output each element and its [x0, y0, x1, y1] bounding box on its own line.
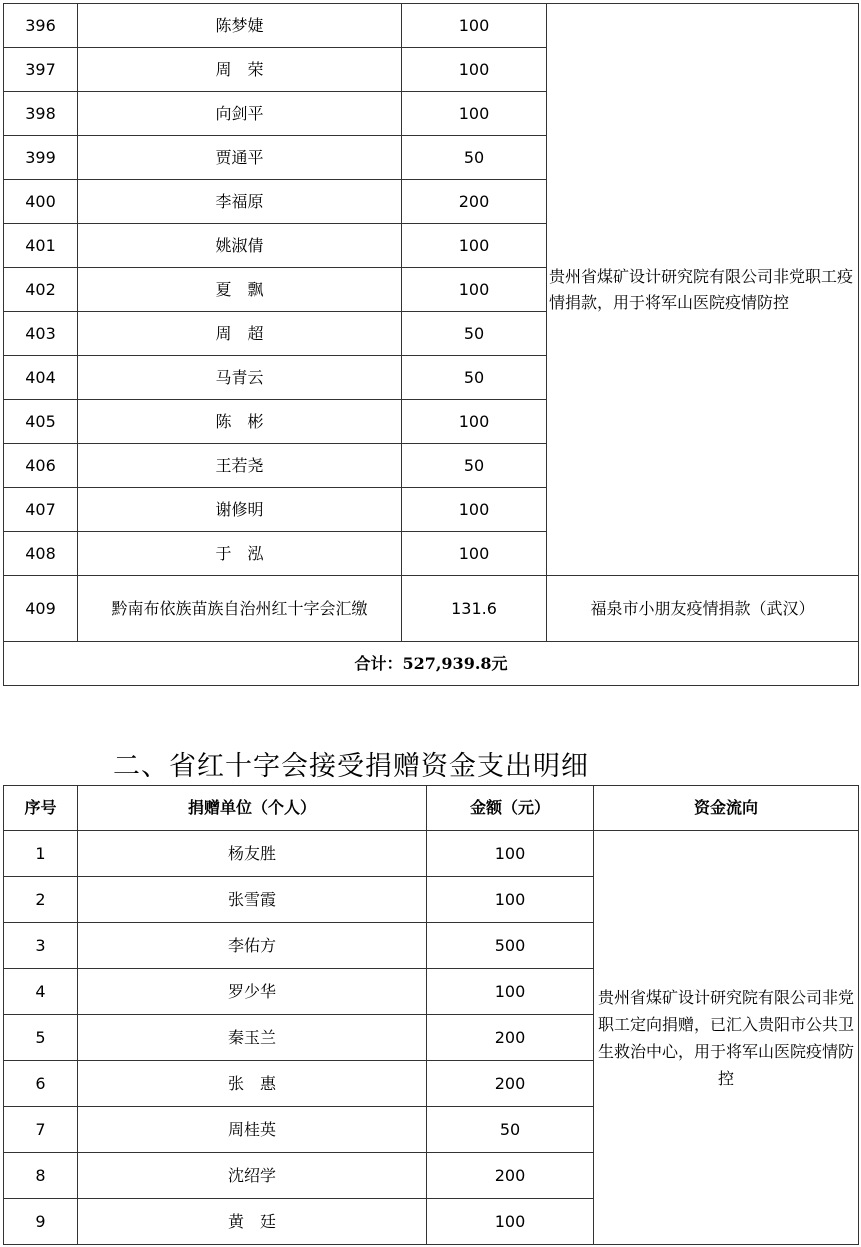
- donation-amount: 100: [427, 969, 594, 1015]
- donor-name: 贾通平: [78, 136, 402, 180]
- table-header-row: [4, 786, 859, 831]
- fund-flow-note: 贵州省煤矿设计研究院有限公司非党职工定向捐赠，已汇入贵阳市公共卫生救治中心，用于将军山医院疫情防控: [594, 831, 859, 1245]
- row-number: 403: [4, 312, 78, 356]
- donation-amount: 100: [402, 400, 547, 444]
- donor-name: 周 荣: [78, 48, 402, 92]
- header-amount: 金额（元）: [427, 786, 594, 831]
- row-number: 7: [4, 1107, 78, 1153]
- donation-amount: 200: [427, 1061, 594, 1107]
- row-number: 409: [4, 576, 78, 642]
- donation-amount: 100: [402, 48, 547, 92]
- donor-name: 夏 飘: [78, 268, 402, 312]
- fund-flow-note: 贵州省煤矿设计研究院有限公司非党职工疫情捐款，用于将军山医院疫情防控: [547, 4, 859, 576]
- donation-amount: 100: [402, 488, 547, 532]
- donor-name: 沈绍学: [78, 1153, 427, 1199]
- row-number: 5: [4, 1015, 78, 1061]
- donation-amount: 200: [402, 180, 547, 224]
- donor-name: 黔南布依族苗族自治州红十字会汇缴: [78, 576, 402, 642]
- row-number: 4: [4, 969, 78, 1015]
- fund-flow-note: 福泉市小朋友疫情捐款（武汉）: [547, 576, 859, 642]
- row-number: 398: [4, 92, 78, 136]
- donor-name: 向剑平: [78, 92, 402, 136]
- row-number: 2: [4, 877, 78, 923]
- row-number: 408: [4, 532, 78, 576]
- donation-amount: 500: [427, 923, 594, 969]
- donation-expenditure-table: [3, 785, 859, 1245]
- donor-name: 姚淑倩: [78, 224, 402, 268]
- row-number: 397: [4, 48, 78, 92]
- donor-name: 谢修明: [78, 488, 402, 532]
- donor-name: 张雪霞: [78, 877, 427, 923]
- row-number: 402: [4, 268, 78, 312]
- donor-name: 周 超: [78, 312, 402, 356]
- table-row: [4, 576, 859, 642]
- donor-name: 陈梦婕: [78, 4, 402, 48]
- donation-amount: 131.6: [402, 576, 547, 642]
- donation-amount: 100: [402, 4, 547, 48]
- row-number: 396: [4, 4, 78, 48]
- donation-amount: 100: [427, 1199, 594, 1245]
- row-number: 9: [4, 1199, 78, 1245]
- donation-income-table: [3, 3, 859, 686]
- donor-name: 杨友胜: [78, 831, 427, 877]
- header-fund-flow: 资金流向: [594, 786, 859, 831]
- donation-amount: 50: [402, 136, 547, 180]
- row-number: 405: [4, 400, 78, 444]
- donation-amount: 100: [427, 877, 594, 923]
- donation-amount: 100: [402, 268, 547, 312]
- header-donor: 捐赠单位（个人）: [78, 786, 427, 831]
- row-number: 8: [4, 1153, 78, 1199]
- header-no: 序号: [4, 786, 78, 831]
- table-row: [4, 831, 859, 877]
- donor-name: 李福原: [78, 180, 402, 224]
- donation-amount: 200: [427, 1153, 594, 1199]
- row-number: 407: [4, 488, 78, 532]
- donation-amount: 200: [427, 1015, 594, 1061]
- section-2-title: 二、省红十字会接受捐赠资金支出明细: [113, 751, 589, 782]
- donation-amount: 50: [427, 1107, 594, 1153]
- donor-name: 周桂英: [78, 1107, 427, 1153]
- row-number: 1: [4, 831, 78, 877]
- row-number: 399: [4, 136, 78, 180]
- donor-name: 秦玉兰: [78, 1015, 427, 1061]
- donor-name: 马青云: [78, 356, 402, 400]
- donation-amount: 50: [402, 444, 547, 488]
- donation-amount: 50: [402, 356, 547, 400]
- donor-name: 陈 彬: [78, 400, 402, 444]
- row-number: 400: [4, 180, 78, 224]
- donor-name: 黄 廷: [78, 1199, 427, 1245]
- donation-amount: 100: [427, 831, 594, 877]
- donation-amount: 100: [402, 92, 547, 136]
- donor-name: 张 惠: [78, 1061, 427, 1107]
- donation-amount: 100: [402, 224, 547, 268]
- donor-name: 罗少华: [78, 969, 427, 1015]
- total-amount: 合计：527,939.8元: [4, 642, 859, 686]
- table-row: [4, 4, 859, 48]
- donor-name: 李佑方: [78, 923, 427, 969]
- row-number: 401: [4, 224, 78, 268]
- row-number: 406: [4, 444, 78, 488]
- row-number: 404: [4, 356, 78, 400]
- donor-name: 于 泓: [78, 532, 402, 576]
- donation-amount: 50: [402, 312, 547, 356]
- donor-name: 王若尧: [78, 444, 402, 488]
- donation-amount: 100: [402, 532, 547, 576]
- row-number: 6: [4, 1061, 78, 1107]
- total-row: [4, 642, 859, 686]
- row-number: 3: [4, 923, 78, 969]
